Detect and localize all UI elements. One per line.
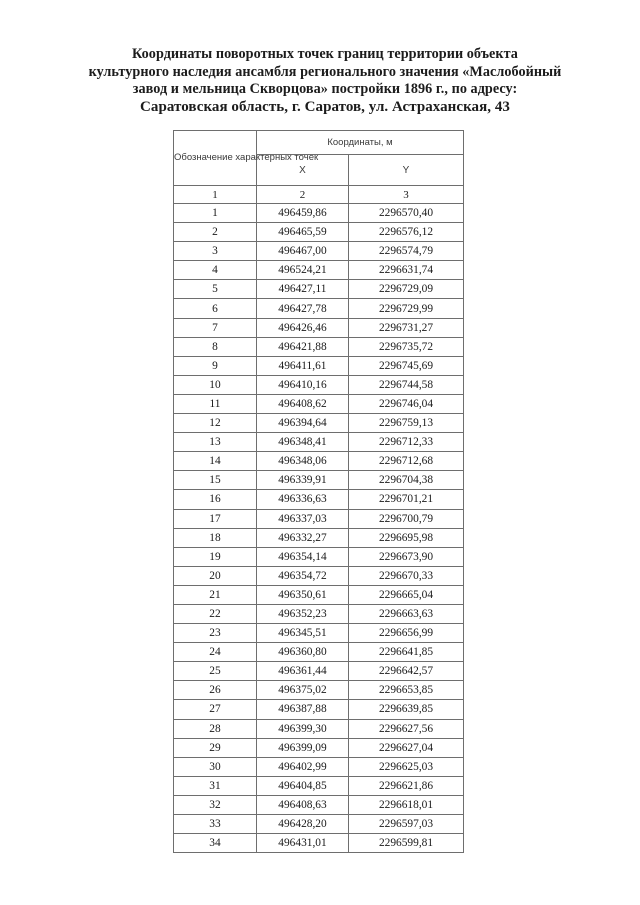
y-coordinate-cell: 2296653,85 [349,681,464,700]
table-row [174,471,464,490]
point-number-cell: 17 [174,509,257,528]
point-number-cell: 34 [174,834,257,853]
y-coordinate-cell: 2296642,57 [349,662,464,681]
table-row [174,700,464,719]
title-line-3: завод и мельница Скворцова» постройки 1896 г., по адресу: [132,81,518,97]
point-number-cell: 2 [174,223,257,242]
y-coordinate-cell: 2296729,99 [349,299,464,318]
x-coordinate-cell: 496427,78 [257,299,349,318]
table-row [174,433,464,452]
table-row [174,318,464,337]
x-coordinate-cell: 496524,21 [257,261,349,280]
point-number-cell: 4 [174,261,257,280]
x-coordinate-cell: 496426,46 [257,318,349,337]
y-coordinate-cell: 2296641,85 [349,643,464,662]
point-number-cell: 3 [174,242,257,261]
y-coordinate-cell: 2296599,81 [349,834,464,853]
point-number-cell: 28 [174,719,257,738]
table-row [174,261,464,280]
header-x: X [257,155,349,186]
table-row [174,719,464,738]
y-coordinate-cell: 2296627,56 [349,719,464,738]
point-number-cell: 24 [174,643,257,662]
y-coordinate-cell: 2296731,27 [349,318,464,337]
table-row [174,738,464,757]
point-number-cell: 26 [174,681,257,700]
table-row [174,414,464,433]
x-coordinate-cell: 496348,41 [257,433,349,452]
x-coordinate-cell: 496348,06 [257,452,349,471]
y-coordinate-cell: 2296700,79 [349,509,464,528]
point-number-cell: 5 [174,280,257,299]
point-number-cell: 21 [174,585,257,604]
x-coordinate-cell: 496345,51 [257,624,349,643]
x-coordinate-cell: 496402,99 [257,757,349,776]
x-coordinate-cell: 496431,01 [257,834,349,853]
point-number-cell: 15 [174,471,257,490]
point-number-cell: 6 [174,299,257,318]
table-row [174,795,464,814]
point-number-cell: 10 [174,375,257,394]
y-coordinate-cell: 2296576,12 [349,223,464,242]
coordinates-table [173,130,464,853]
table-row [174,490,464,509]
point-number-cell: 25 [174,662,257,681]
x-coordinate-cell: 496404,85 [257,776,349,795]
point-number-cell: 27 [174,700,257,719]
point-number-cell: 12 [174,414,257,433]
x-coordinate-cell: 496352,23 [257,604,349,623]
y-coordinate-cell: 2296639,85 [349,700,464,719]
x-coordinate-cell: 496399,09 [257,738,349,757]
point-number-cell: 23 [174,624,257,643]
x-coordinate-cell: 496399,30 [257,719,349,738]
table-row [174,547,464,566]
y-coordinate-cell: 2296673,90 [349,547,464,566]
y-coordinate-cell: 2296597,03 [349,815,464,834]
title-line-1: Координаты поворотных точек границ территории объекта [132,46,518,62]
point-number-cell: 9 [174,356,257,375]
x-coordinate-cell: 496361,44 [257,662,349,681]
table-row [174,528,464,547]
point-number-cell: 20 [174,566,257,585]
table-row [174,299,464,318]
header-coordinates: Координаты, м [257,131,464,155]
table-row [174,375,464,394]
point-number-cell: 1 [174,204,257,223]
title-line-4: Саратовская область, г. Саратов, ул. Астраханская, 43 [140,98,510,115]
x-coordinate-cell: 496459,86 [257,204,349,223]
x-coordinate-cell: 496332,27 [257,528,349,547]
x-coordinate-cell: 496336,63 [257,490,349,509]
x-coordinate-cell: 496421,88 [257,337,349,356]
table-row [174,604,464,623]
point-number-cell: 32 [174,795,257,814]
header-y: Y [349,155,464,186]
x-coordinate-cell: 496411,61 [257,356,349,375]
y-coordinate-cell: 2296745,69 [349,356,464,375]
y-coordinate-cell: 2296701,21 [349,490,464,509]
y-coordinate-cell: 2296729,09 [349,280,464,299]
point-number-cell: 29 [174,738,257,757]
x-coordinate-cell: 496387,88 [257,700,349,719]
table-row [174,280,464,299]
y-coordinate-cell: 2296712,33 [349,433,464,452]
y-coordinate-cell: 2296631,74 [349,261,464,280]
y-coordinate-cell: 2296574,79 [349,242,464,261]
table-row [174,681,464,700]
document-title [60,46,590,116]
header-point-designation: Обозначение характерных точек [174,131,257,186]
table-row [174,776,464,795]
column-number-1: 1 [174,186,257,204]
table-row [174,204,464,223]
y-coordinate-cell: 2296625,03 [349,757,464,776]
y-coordinate-cell: 2296663,63 [349,604,464,623]
table-row [174,509,464,528]
point-number-cell: 11 [174,394,257,413]
table-row [174,834,464,853]
point-number-cell: 14 [174,452,257,471]
point-number-cell: 19 [174,547,257,566]
table-row [174,337,464,356]
column-number-row [174,186,464,204]
x-coordinate-cell: 496467,00 [257,242,349,261]
x-coordinate-cell: 496408,63 [257,795,349,814]
x-coordinate-cell: 496394,64 [257,414,349,433]
x-coordinate-cell: 496375,02 [257,681,349,700]
column-number-2: 2 [257,186,349,204]
y-coordinate-cell: 2296665,04 [349,585,464,604]
y-coordinate-cell: 2296759,13 [349,414,464,433]
y-coordinate-cell: 2296621,86 [349,776,464,795]
point-number-cell: 16 [174,490,257,509]
table-row [174,223,464,242]
table-row [174,815,464,834]
table-row [174,643,464,662]
table-row [174,757,464,776]
title-line-2: культурного наследия ансамбля регионального значения «Маслобойный [88,63,562,80]
y-coordinate-cell: 2296656,99 [349,624,464,643]
y-coordinate-cell: 2296695,98 [349,528,464,547]
table-row [174,585,464,604]
x-coordinate-cell: 496410,16 [257,375,349,394]
point-number-cell: 33 [174,815,257,834]
point-number-cell: 31 [174,776,257,795]
x-coordinate-cell: 496354,14 [257,547,349,566]
y-coordinate-cell: 2296618,01 [349,795,464,814]
x-coordinate-cell: 496337,03 [257,509,349,528]
point-number-cell: 30 [174,757,257,776]
y-coordinate-cell: 2296627,04 [349,738,464,757]
table-row [174,566,464,585]
x-coordinate-cell: 496427,11 [257,280,349,299]
table-row [174,394,464,413]
point-number-cell: 7 [174,318,257,337]
y-coordinate-cell: 2296712,68 [349,452,464,471]
point-number-cell: 8 [174,337,257,356]
x-coordinate-cell: 496350,61 [257,585,349,604]
table-row [174,624,464,643]
y-coordinate-cell: 2296570,40 [349,204,464,223]
point-number-cell: 13 [174,433,257,452]
coordinates-table-body [174,204,464,853]
x-coordinate-cell: 496408,62 [257,394,349,413]
x-coordinate-cell: 496465,59 [257,223,349,242]
x-coordinate-cell: 496360,80 [257,643,349,662]
y-coordinate-cell: 2296670,33 [349,566,464,585]
table-row [174,356,464,375]
x-coordinate-cell: 496339,91 [257,471,349,490]
y-coordinate-cell: 2296735,72 [349,337,464,356]
table-row [174,452,464,471]
column-number-3: 3 [349,186,464,204]
point-number-cell: 22 [174,604,257,623]
x-coordinate-cell: 496428,20 [257,815,349,834]
y-coordinate-cell: 2296704,38 [349,471,464,490]
y-coordinate-cell: 2296744,58 [349,375,464,394]
x-coordinate-cell: 496354,72 [257,566,349,585]
point-number-cell: 18 [174,528,257,547]
y-coordinate-cell: 2296746,04 [349,394,464,413]
table-row [174,242,464,261]
table-row [174,662,464,681]
